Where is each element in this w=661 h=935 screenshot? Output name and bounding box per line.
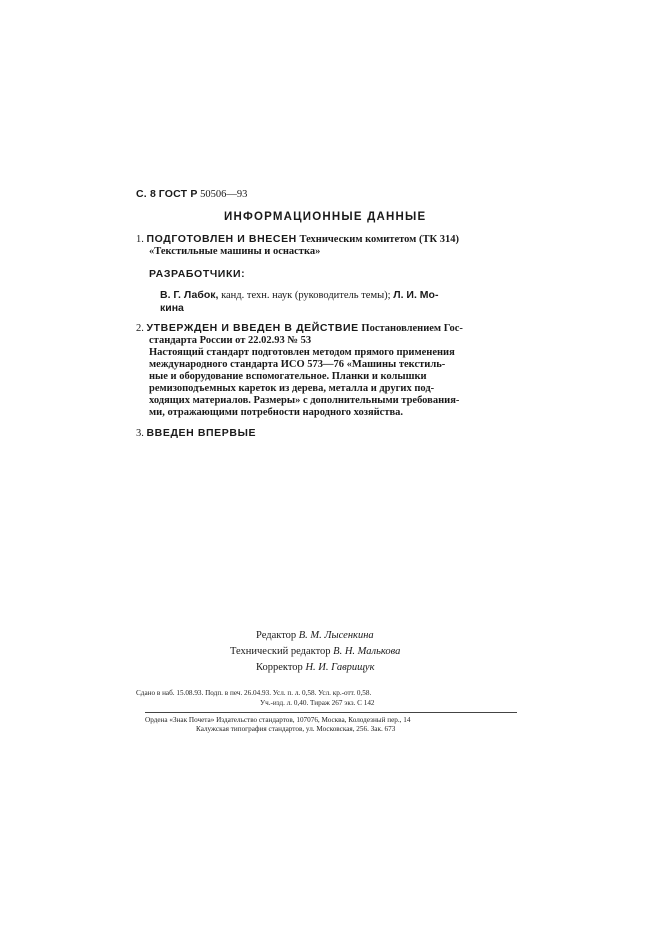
item-2-line2: Настоящий стандарт подготовлен методом прямого применения [149, 347, 455, 358]
divider [145, 712, 517, 713]
item-1-number: 1. [136, 234, 144, 245]
item-2-line0: Постановлением Гос- [361, 323, 463, 334]
item-2-line4: ные и оборудование вспомогательное. Планки и колышки [149, 371, 427, 382]
page-label: С. 8 [136, 188, 157, 200]
item-3-number: 3. [136, 428, 144, 439]
editor-role: Редактор [256, 630, 297, 641]
item-2-line1: стандарта России от 22.02.93 № 53 [149, 335, 312, 346]
credit-tech-editor [230, 644, 400, 660]
credit-editor [256, 628, 374, 644]
item-1 [136, 233, 459, 247]
imprint-line2: Уч.-изд. л. 0,40. Тираж 267 экз. С 142 [260, 699, 375, 707]
item-2-lead: УТВЕРЖДЕН И ВВЕДЕН В ДЕЙСТВИЕ [146, 322, 359, 334]
item-3-lead: ВВЕДЕН ВПЕРВЫЕ [146, 427, 257, 439]
tech-editor-name: В. Н. Малькова [333, 646, 401, 657]
developers-heading-text: РАЗРАБОТЧИКИ: [149, 268, 246, 280]
item-2-line6: ходящих материалов. Размеры» с дополнительными требования- [149, 395, 460, 406]
item-1-lead: ПОДГОТОВЛЕН И ВНЕСЕН [146, 233, 297, 245]
publisher-line1: Ордена «Знак Почета» Издательство стандартов, 107076, Москва, Колодезный пер., 14 [145, 716, 411, 724]
item-1-line2: «Текстильные машины и оснастка» [149, 246, 321, 257]
corrector-role: Корректор [256, 662, 303, 673]
section-title: ИНФОРМАЦИОННЫЕ ДАННЫЕ [224, 211, 427, 223]
developer-2-name: Л. И. Мо- [393, 289, 439, 301]
item-1-line1: Техническим комитетом (ТК 314) [299, 234, 459, 245]
imprint-line1: Сдано в наб. 15.08.93. Подп. в печ. 26.04.93. Усл. п. л. 0,58. Усл. кр.-отт. 0,58. [136, 689, 372, 697]
doc-code: ГОСТ Р [158, 188, 198, 200]
developers-line1 [160, 289, 438, 303]
developer-2-name-cont: кина [160, 302, 184, 314]
credit-corrector [256, 660, 374, 676]
editor-name: В. М. Лысенкина [298, 630, 374, 641]
publisher-line2: Калужская типография стандартов, ул. Московская, 256. Зак. 673 [196, 725, 396, 733]
developers-heading [149, 268, 245, 282]
corrector-name: Н. И. Гаврищук [305, 662, 375, 673]
item-2-line5: ремизоподъемных кареток из дерева, металла и других под- [149, 383, 435, 394]
item-2-line3: международного стандарта ИСО 573—76 «Машины текстиль- [149, 359, 446, 370]
tech-editor-role: Технический редактор [230, 646, 331, 657]
doc-number: 50506—93 [200, 189, 248, 200]
developer-1-desc: канд. техн. наук (руководитель темы); [221, 290, 391, 301]
developer-1-name: В. Г. Лабок, [160, 289, 219, 301]
item-2-number: 2. [136, 323, 144, 334]
item-3 [136, 427, 256, 441]
item-2-line7: ми, отражающими потребности народного хозяйства. [149, 407, 404, 418]
item-2 [136, 322, 463, 336]
page-header [136, 188, 247, 200]
